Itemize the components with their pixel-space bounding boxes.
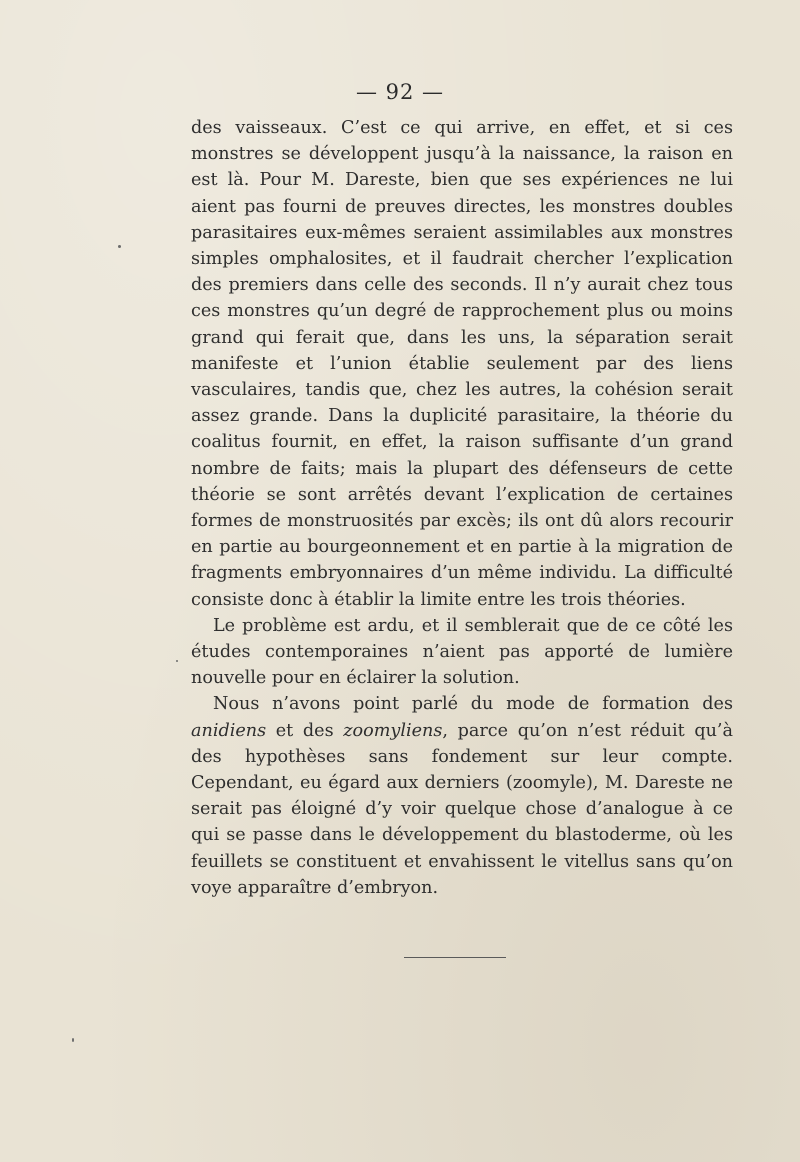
paragraph-1 — [191, 115, 733, 613]
term-zoomyliens: zoomyliens — [343, 720, 443, 741]
paper-speck — [118, 245, 121, 248]
paragraph-3-text-b: et des — [266, 720, 344, 741]
body-text — [191, 115, 733, 901]
paragraph-3 — [191, 691, 733, 901]
paper-speck — [176, 660, 178, 662]
paragraph-3-text-a: Nous n’avons point parlé du mode de formation des — [213, 694, 733, 715]
page-number: — 92 — — [355, 80, 445, 104]
paragraph-3-text-c: , parce qu’on n’est réduit qu’à des hypothèses sans fondement sur leur compte. Cependant, eu égard aux derniers (zoomyle), M. Dareste ne serait pas éloigné d’y voir quelque chose d’analogue à ce qui se passe dans le développement du blastoderme, où les feuillets se constituent et envahissent le vitellus sans qu’on voye apparaître d’embryon. — [191, 720, 733, 898]
paragraph-2-text: Le problème est ardu, et il semblerait que de ce côté les études contemporaines n’aient pas apporté de lumière nouvelle pour en éclairer la solution. — [191, 615, 733, 689]
paragraph-1-text: des vaisseaux. C’est ce qui arrive, en effet, et si ces monstres se développent jusqu’à la naissance, la raison en est là. Pour M. Dareste, bien que ses expériences ne lui aient pas fourni de preuves directes, les monstres doubles parasitaires eux-mêmes seraient assimilables aux monstres simples omphalosites, et il faudrait chercher l’explication des premiers dans celle des seconds. Il n’y aurait chez tous ces monstres qu’un degré de rapprochement plus ou moins grand qui ferait que, dans les uns, la séparation serait manifeste et l’union établie seulement par des liens vasculaires, tandis que, chez les autres, la cohésion serait assez grande. Dans la duplicité parasitaire, la théorie du coalitus fournit, en effet, la raison suffisante d’un grand nombre de faits; mais la plupart des défenseurs de cette théorie se sont arrêtés devant l’explication de certaines formes de monstruosités par excès; ils ont dû alors recourir en partie au bourgeonnement et en partie à la migration de fragments embryonnaires d’un même individu. La difficulté consiste donc à établir la limite entre les trois théories. — [191, 118, 733, 610]
end-rule — [404, 957, 506, 958]
paragraph-2 — [191, 613, 733, 692]
paper-speck — [72, 1038, 74, 1042]
term-anidiens: anidiens — [191, 720, 267, 741]
